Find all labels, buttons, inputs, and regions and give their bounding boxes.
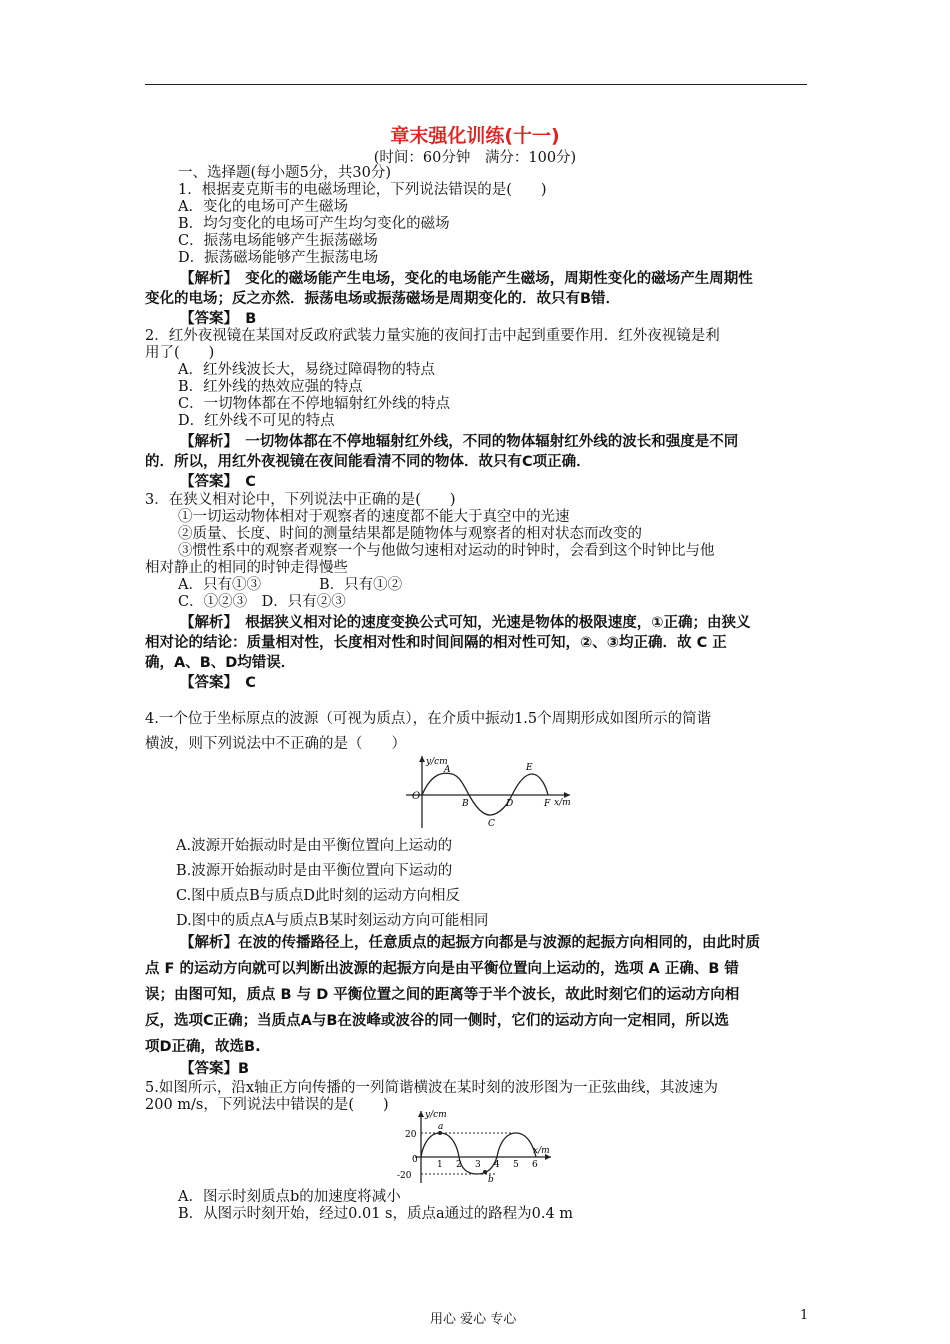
wave-figure-1	[396, 752, 578, 832]
fig2-point-b: b	[488, 1175, 494, 1185]
q3-statement-3-cont: 相对静止的相同的时钟走得慢些	[145, 560, 348, 576]
q4-option-d: D.图中的质点A与质点B某时刻运动方向可能相同	[176, 913, 489, 929]
fig2-xtick-5: 5	[513, 1160, 519, 1170]
q3-options-ab: A．只有①③ B．只有①②	[178, 577, 403, 593]
q5-stem: 5.如图所示，沿x轴正方向传播的一列简谐横波在某时刻的波形图为一正弦曲线，其波速为	[145, 1080, 719, 1096]
q3-statement-2: ②质量、长度、时间的测量结果都是随物体与观察者的相对状态而改变的	[178, 526, 642, 542]
q5-option-b: B．从图示时刻开始，经过0.01 s，质点a通过的路程为0.4 m	[178, 1206, 574, 1222]
q3-statement-3: ③惯性系中的观察者观察一个与他做匀速相对运动的时钟时，会看到这个时钟比与他	[178, 543, 715, 559]
fig2-x-axis-label: x/m	[533, 1146, 550, 1156]
header-rule	[145, 84, 807, 85]
q3-analysis: 【解析】 根据狭义相对论的速度变换公式可知，光速是物体的极限速度，①正确；由狭义	[180, 615, 751, 631]
q1-stem: 1．根据麦克斯韦的电磁场理论，下列说法错误的是( )	[178, 182, 547, 198]
q3-analysis-cont2: 确，A、B、D均错误．	[145, 655, 296, 671]
fig2-ytick-20: 20	[405, 1130, 417, 1140]
q4-answer: 【答案】B	[180, 1061, 250, 1077]
q3-analysis-cont1: 相对论的结论：质量相对性，长度相对性和时间间隔的相对性可知，②、③均正确．故 C 正	[145, 635, 727, 651]
q3-answer: 【答案】 C	[180, 675, 256, 691]
q1-option-b: B．均匀变化的电场可产生均匀变化的磁场	[178, 216, 450, 232]
page-subtitle: (时间：60分钟 满分：100分)	[373, 150, 577, 166]
section-heading: 一、选择题(每小题5分，共30分)	[178, 165, 391, 181]
fig2-ytick-neg20: -20	[397, 1171, 412, 1181]
q2-answer: 【答案】 C	[180, 474, 256, 490]
fig2-y-axis-label: y/cm	[425, 1110, 447, 1120]
fig2-xtick-3: 3	[475, 1160, 481, 1170]
q4-option-a: A.波源开始振动时是由平衡位置向上运动的	[176, 838, 453, 854]
fig2-xtick-4: 4	[494, 1160, 500, 1170]
q1-option-c: C．振荡电场能够产生振荡磁场	[178, 233, 378, 249]
q2-stem: 2．红外夜视镜在某国对反政府武装力量实施的夜间打击中起到重要作用．红外夜视镜是利	[145, 328, 720, 344]
fig1-point-d: D	[506, 799, 514, 809]
fig2-point-a: a	[438, 1122, 444, 1132]
q3-options-cd: C．①②③ D．只有②③	[178, 594, 346, 610]
q1-analysis: 【解析】 变化的磁场能产生电场，变化的电场能产生磁场，周期性变化的磁场产生周期性	[180, 271, 753, 287]
q2-stem-cont: 用了( )	[145, 345, 215, 361]
wave-figure-2	[395, 1107, 555, 1185]
fig2-xtick-2: 2	[456, 1160, 462, 1170]
fig2-origin-label: 0	[412, 1155, 418, 1165]
q5-stem-cont: 200 m/s，下列说法中错误的是( )	[145, 1097, 389, 1113]
q5-option-a: A．图示时刻质点b的加速度将减小	[178, 1189, 401, 1205]
q2-option-a: A．红外线波长大，易绕过障碍物的特点	[178, 362, 435, 378]
page-title: 章末强化训练(十一)	[390, 125, 560, 147]
fig1-point-b: B	[462, 799, 469, 809]
fig1-x-axis-label: x/m	[554, 798, 571, 808]
q3-stem: 3．在狭义相对论中，下列说法中正确的是( )	[145, 492, 456, 508]
fig1-origin-label: O	[412, 791, 421, 802]
q4-option-b: B.波源开始振动时是由平衡位置向下运动的	[176, 863, 453, 879]
q1-analysis-cont: 变化的电场；反之亦然．振荡电场或振荡磁场是周期变化的．故只有B错．	[145, 291, 621, 307]
q2-option-c: C．一切物体都在不停地辐射红外线的特点	[178, 396, 451, 412]
fig1-y-axis-label: y/cm	[426, 757, 448, 767]
q4-analysis: 【解析】在波的传播路径上，任意质点的起振方向都是与波源的起振方向相同的，由此时质	[180, 935, 760, 951]
page-number: 1	[800, 1308, 809, 1323]
footer-text: 用心 爱心 专心	[430, 1312, 517, 1327]
q2-analysis: 【解析】 一切物体都在不停地辐射红外线，不同的物体辐射红外线的波长和强度是不同	[180, 434, 739, 450]
q4-stem: 4.一个位于坐标原点的波源（可视为质点），在介质中振动1.5个周期形成如图所示的简谐	[145, 711, 712, 727]
fig1-point-c: C	[488, 819, 495, 829]
fig1-point-f: F	[544, 799, 551, 809]
q2-option-b: B．红外线的热效应强的特点	[178, 379, 363, 395]
q1-answer: 【答案】 B	[180, 311, 257, 327]
q4-analysis-cont4: 项D正确，故选B.	[145, 1039, 261, 1055]
fig1-point-e: E	[526, 763, 533, 773]
q4-analysis-cont1: 点 F 的运动方向就可以判断出波源的起振方向是由平衡位置向上运动的，选项 A 正确、B 错	[145, 961, 739, 977]
q4-analysis-cont3: 反，选项C正确；当质点A与B在波峰或波谷的同一侧时，它们的运动方向一定相同，所以选	[145, 1013, 729, 1029]
fig1-point-a: A	[444, 765, 451, 775]
q4-analysis-cont2: 误；由图可知，质点 B 与 D 平衡位置之间的距离等于半个波长，故此时刻它们的运动方向相	[145, 987, 740, 1003]
q2-analysis-cont: 的．所以，用红外夜视镜在夜间能看清不同的物体．故只有C项正确．	[145, 454, 591, 470]
q1-option-a: A．变化的电场可产生磁场	[178, 199, 348, 215]
fig2-xtick-6: 6	[532, 1160, 538, 1170]
q3-statement-1: ①一切运动物体相对于观察者的速度都不能大于真空中的光速	[178, 509, 570, 525]
q2-option-d: D．红外线不可见的特点	[178, 413, 335, 429]
q4-stem-cont: 横波，则下列说法中不正确的是（ ）	[145, 736, 406, 752]
q1-option-d: D．振荡磁场能够产生振荡电场	[178, 250, 379, 266]
q4-option-c: C.图中质点B与质点D此时刻的运动方向相反	[176, 888, 460, 904]
fig2-xtick-1: 1	[437, 1160, 443, 1170]
